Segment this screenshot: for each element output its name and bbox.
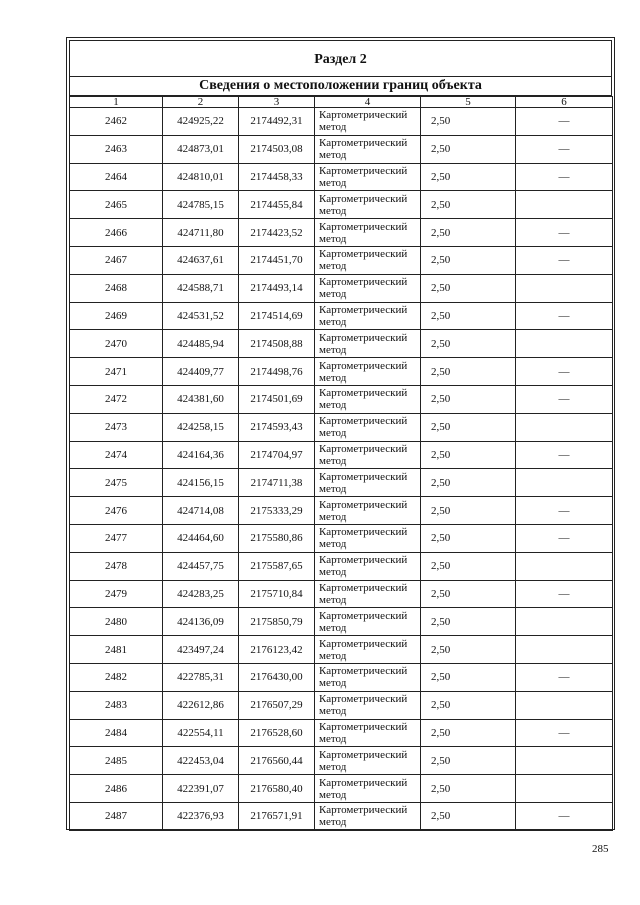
table-row — [70, 108, 613, 136]
table-row — [70, 135, 613, 163]
point-number-cell: 2473 — [70, 413, 163, 441]
page-number: 285 — [592, 843, 609, 855]
y-coordinate-cell: 2176430,00 — [239, 663, 315, 691]
accuracy-cell: 2,50 — [421, 441, 516, 469]
point-number-cell: 2482 — [70, 663, 163, 691]
point-number-cell: 2469 — [70, 302, 163, 330]
y-coordinate-cell: 2176580,40 — [239, 775, 315, 803]
note-cell: — — [516, 385, 613, 413]
note-cell — [516, 191, 613, 219]
x-coordinate-cell: 422785,31 — [163, 663, 239, 691]
table-row — [70, 246, 613, 274]
accuracy-cell: 2,50 — [421, 330, 516, 358]
y-coordinate-cell: 2174423,52 — [239, 219, 315, 247]
point-number-cell: 2479 — [70, 580, 163, 608]
note-cell: — — [516, 524, 613, 552]
accuracy-cell: 2,50 — [421, 135, 516, 163]
note-cell — [516, 691, 613, 719]
y-coordinate-cell: 2174498,76 — [239, 358, 315, 386]
y-coordinate-cell: 2176560,44 — [239, 747, 315, 775]
note-cell: — — [516, 302, 613, 330]
point-number-cell: 2472 — [70, 385, 163, 413]
x-coordinate-cell: 424136,09 — [163, 608, 239, 636]
y-coordinate-cell: 2175710,84 — [239, 580, 315, 608]
accuracy-cell: 2,50 — [421, 775, 516, 803]
table-header — [70, 97, 613, 108]
point-number-cell: 2463 — [70, 135, 163, 163]
method-cell: Картометрический метод — [315, 663, 421, 691]
accuracy-cell: 2,50 — [421, 219, 516, 247]
accuracy-cell: 2,50 — [421, 524, 516, 552]
y-coordinate-cell: 2174501,69 — [239, 385, 315, 413]
note-cell: — — [516, 358, 613, 386]
point-number-cell: 2486 — [70, 775, 163, 803]
accuracy-cell: 2,50 — [421, 469, 516, 497]
point-number-cell: 2470 — [70, 330, 163, 358]
table-row — [70, 358, 613, 386]
method-cell: Картометрический метод — [315, 274, 421, 302]
accuracy-cell: 2,50 — [421, 663, 516, 691]
y-coordinate-cell: 2174503,08 — [239, 135, 315, 163]
note-cell — [516, 775, 613, 803]
point-number-cell: 2464 — [70, 163, 163, 191]
column-header: 3 — [239, 97, 315, 108]
note-cell: — — [516, 497, 613, 525]
method-cell: Картометрический метод — [315, 413, 421, 441]
method-cell: Картометрический метод — [315, 358, 421, 386]
x-coordinate-cell: 424156,15 — [163, 469, 239, 497]
note-cell — [516, 413, 613, 441]
section-title: Раздел 2 — [314, 52, 367, 67]
note-cell — [516, 608, 613, 636]
note-cell: — — [516, 108, 613, 136]
column-header: 2 — [163, 97, 239, 108]
table-row — [70, 608, 613, 636]
x-coordinate-cell: 424258,15 — [163, 413, 239, 441]
method-cell: Картометрический метод — [315, 497, 421, 525]
note-cell: — — [516, 719, 613, 747]
table-row — [70, 330, 613, 358]
x-coordinate-cell: 422391,07 — [163, 775, 239, 803]
note-cell: — — [516, 441, 613, 469]
method-cell: Картометрический метод — [315, 108, 421, 136]
x-coordinate-cell: 422453,04 — [163, 747, 239, 775]
table-row — [70, 302, 613, 330]
x-coordinate-cell: 424381,60 — [163, 385, 239, 413]
x-coordinate-cell: 424164,36 — [163, 441, 239, 469]
y-coordinate-cell: 2176528,60 — [239, 719, 315, 747]
point-number-cell: 2481 — [70, 636, 163, 664]
note-cell — [516, 330, 613, 358]
accuracy-cell: 2,50 — [421, 191, 516, 219]
accuracy-cell: 2,50 — [421, 108, 516, 136]
x-coordinate-cell: 424637,61 — [163, 246, 239, 274]
note-cell — [516, 552, 613, 580]
x-coordinate-cell: 424711,80 — [163, 219, 239, 247]
table-row — [70, 469, 613, 497]
table-row — [70, 385, 613, 413]
table-row — [70, 663, 613, 691]
table-row — [70, 802, 613, 830]
method-cell: Картометрический метод — [315, 747, 421, 775]
y-coordinate-cell: 2174492,31 — [239, 108, 315, 136]
accuracy-cell: 2,50 — [421, 608, 516, 636]
x-coordinate-cell: 424457,75 — [163, 552, 239, 580]
x-coordinate-cell: 424873,01 — [163, 135, 239, 163]
accuracy-cell: 2,50 — [421, 802, 516, 830]
table-row — [70, 163, 613, 191]
y-coordinate-cell: 2174451,70 — [239, 246, 315, 274]
point-number-cell: 2484 — [70, 719, 163, 747]
y-coordinate-cell: 2174593,43 — [239, 413, 315, 441]
section-subtitle: Сведения о местоположении границ объекта — [199, 78, 482, 93]
accuracy-cell: 2,50 — [421, 163, 516, 191]
point-number-cell: 2466 — [70, 219, 163, 247]
x-coordinate-cell: 424283,25 — [163, 580, 239, 608]
y-coordinate-cell: 2174514,69 — [239, 302, 315, 330]
point-number-cell: 2487 — [70, 802, 163, 830]
note-cell: — — [516, 580, 613, 608]
point-number-cell: 2465 — [70, 191, 163, 219]
x-coordinate-cell: 422376,93 — [163, 802, 239, 830]
x-coordinate-cell: 422612,86 — [163, 691, 239, 719]
method-cell: Картометрический метод — [315, 441, 421, 469]
y-coordinate-cell: 2175587,65 — [239, 552, 315, 580]
method-cell: Картометрический метод — [315, 524, 421, 552]
accuracy-cell: 2,50 — [421, 691, 516, 719]
method-cell: Картометрический метод — [315, 246, 421, 274]
y-coordinate-cell: 2176571,91 — [239, 802, 315, 830]
column-header: 5 — [421, 97, 516, 108]
x-coordinate-cell: 424531,52 — [163, 302, 239, 330]
note-cell: — — [516, 246, 613, 274]
point-number-cell: 2485 — [70, 747, 163, 775]
table-row — [70, 497, 613, 525]
section-header — [69, 40, 612, 96]
method-cell: Картометрический метод — [315, 775, 421, 803]
note-cell: — — [516, 663, 613, 691]
point-number-cell: 2468 — [70, 274, 163, 302]
table-row — [70, 691, 613, 719]
method-cell: Картометрический метод — [315, 330, 421, 358]
table-row — [70, 719, 613, 747]
x-coordinate-cell: 424485,94 — [163, 330, 239, 358]
table-row — [70, 219, 613, 247]
method-cell: Картометрический метод — [315, 608, 421, 636]
method-cell: Картометрический метод — [315, 802, 421, 830]
accuracy-cell: 2,50 — [421, 552, 516, 580]
x-coordinate-cell: 423497,24 — [163, 636, 239, 664]
point-number-cell: 2462 — [70, 108, 163, 136]
table-body — [70, 108, 613, 831]
method-cell: Картометрический метод — [315, 302, 421, 330]
x-coordinate-cell: 424810,01 — [163, 163, 239, 191]
note-cell: — — [516, 802, 613, 830]
table-row — [70, 524, 613, 552]
method-cell: Картометрический метод — [315, 552, 421, 580]
point-number-cell: 2467 — [70, 246, 163, 274]
x-coordinate-cell: 424785,15 — [163, 191, 239, 219]
table-row — [70, 413, 613, 441]
point-number-cell: 2475 — [70, 469, 163, 497]
y-coordinate-cell: 2174458,33 — [239, 163, 315, 191]
method-cell: Картометрический метод — [315, 719, 421, 747]
point-number-cell: 2480 — [70, 608, 163, 636]
point-number-cell: 2483 — [70, 691, 163, 719]
accuracy-cell: 2,50 — [421, 274, 516, 302]
table-row — [70, 552, 613, 580]
y-coordinate-cell: 2174493,14 — [239, 274, 315, 302]
method-cell: Картометрический метод — [315, 219, 421, 247]
method-cell: Картометрический метод — [315, 135, 421, 163]
y-coordinate-cell: 2174711,38 — [239, 469, 315, 497]
x-coordinate-cell: 424714,08 — [163, 497, 239, 525]
method-cell: Картометрический метод — [315, 469, 421, 497]
table-row — [70, 747, 613, 775]
y-coordinate-cell: 2176123,42 — [239, 636, 315, 664]
table-row — [70, 441, 613, 469]
column-number-row — [70, 97, 613, 108]
accuracy-cell: 2,50 — [421, 636, 516, 664]
y-coordinate-cell: 2175333,29 — [239, 497, 315, 525]
point-number-cell: 2478 — [70, 552, 163, 580]
accuracy-cell: 2,50 — [421, 719, 516, 747]
table-row — [70, 775, 613, 803]
boundary-points-table — [69, 96, 613, 831]
accuracy-cell: 2,50 — [421, 580, 516, 608]
accuracy-cell: 2,50 — [421, 413, 516, 441]
point-number-cell: 2476 — [70, 497, 163, 525]
x-coordinate-cell: 424409,77 — [163, 358, 239, 386]
y-coordinate-cell: 2176507,29 — [239, 691, 315, 719]
method-cell: Картометрический метод — [315, 163, 421, 191]
method-cell: Картометрический метод — [315, 580, 421, 608]
x-coordinate-cell: 424588,71 — [163, 274, 239, 302]
note-cell: — — [516, 135, 613, 163]
x-coordinate-cell: 422554,11 — [163, 719, 239, 747]
x-coordinate-cell: 424464,60 — [163, 524, 239, 552]
accuracy-cell: 2,50 — [421, 246, 516, 274]
document-frame — [66, 37, 615, 830]
accuracy-cell: 2,50 — [421, 385, 516, 413]
note-cell — [516, 747, 613, 775]
point-number-cell: 2474 — [70, 441, 163, 469]
method-cell: Картометрический метод — [315, 385, 421, 413]
accuracy-cell: 2,50 — [421, 747, 516, 775]
accuracy-cell: 2,50 — [421, 358, 516, 386]
y-coordinate-cell: 2175850,79 — [239, 608, 315, 636]
note-cell — [516, 636, 613, 664]
point-number-cell: 2477 — [70, 524, 163, 552]
method-cell: Картометрический метод — [315, 191, 421, 219]
method-cell: Картометрический метод — [315, 691, 421, 719]
y-coordinate-cell: 2174455,84 — [239, 191, 315, 219]
table-row — [70, 580, 613, 608]
accuracy-cell: 2,50 — [421, 497, 516, 525]
y-coordinate-cell: 2174508,88 — [239, 330, 315, 358]
note-cell — [516, 274, 613, 302]
column-header: 4 — [315, 97, 421, 108]
note-cell: — — [516, 163, 613, 191]
table-row — [70, 191, 613, 219]
note-cell: — — [516, 219, 613, 247]
note-cell — [516, 469, 613, 497]
table-row — [70, 274, 613, 302]
accuracy-cell: 2,50 — [421, 302, 516, 330]
y-coordinate-cell: 2175580,86 — [239, 524, 315, 552]
x-coordinate-cell: 424925,22 — [163, 108, 239, 136]
column-header: 1 — [70, 97, 163, 108]
table-row — [70, 636, 613, 664]
point-number-cell: 2471 — [70, 358, 163, 386]
header-divider — [70, 76, 611, 77]
y-coordinate-cell: 2174704,97 — [239, 441, 315, 469]
column-header: 6 — [516, 97, 613, 108]
method-cell: Картометрический метод — [315, 636, 421, 664]
